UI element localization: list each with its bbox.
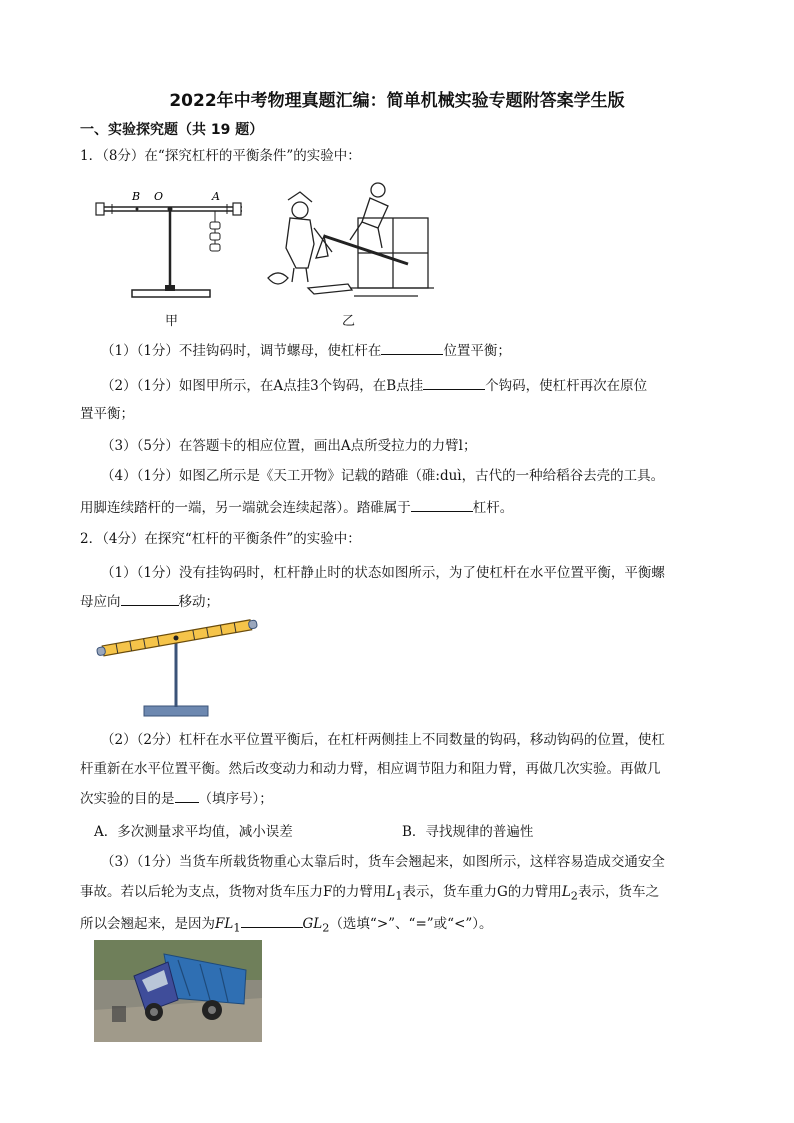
- q2-part2-line2: 杆重新在水平位置平衡。然后改变动力和动力臂，相应调节阻力和阻力臂，再做几次实验。再做几: [80, 761, 661, 777]
- page-title: 2022年中考物理真题汇编：简单机械实验专题附答案学生版: [169, 91, 625, 111]
- q2-part1-line2: 母应向 移动；: [80, 591, 219, 612]
- tread-pestle-illustration: [258, 178, 438, 308]
- answer-blank-5: [175, 788, 199, 803]
- q2-part1-line1: （1）（1分）没有挂钩码时，杠杆静止时的状态如图所示，为了使杠杆在水平位置平衡，平衡螺: [101, 565, 665, 581]
- q1-part4-line2: 用脚连续踏杆的一端，另一端就会连续起落）。踏碓属于 杠杆。: [80, 497, 513, 518]
- option-b: B．寻找规律的普遍性: [402, 824, 534, 840]
- tipped-truck-photo: [94, 940, 262, 1042]
- q2-part3-line3: 所以会翘起来，是因为$FL_1$ $GL_2$（选填“>”、“=”或“<”）。: [80, 913, 493, 939]
- tilted-lever-figure: [96, 614, 266, 720]
- lever-stand-figure: [92, 186, 252, 302]
- q1-part1: （1）（1分）不挂钩码时，调节螺母，使杠杆在 位置平衡；: [101, 340, 511, 361]
- q2-part2-line1: （2）（2分）杠杆在水平位置平衡后，在杠杆两侧挂上不同数量的钩码，移动钩码的位置，使杠: [101, 732, 665, 748]
- answer-blank-4: [121, 591, 179, 606]
- q1-stem: 1．（8分）在“探究杠杆的平衡条件”的实验中：: [80, 148, 361, 164]
- label-a: A: [212, 190, 220, 203]
- section-heading: 一、实验探究题（共 19 题）: [80, 122, 264, 138]
- answer-blank-6: [241, 913, 303, 928]
- q2-part2-line3: 次实验的目的是 （填序号）；: [80, 788, 273, 809]
- fig-caption-a: 甲: [165, 314, 179, 329]
- q1-part2-cont: 置平衡；: [80, 406, 134, 422]
- q1-part2: （2）（1分）如图甲所示，在A点挂3个钩码，在B点挂 个钩码，使杠杆再次在原位: [101, 375, 647, 396]
- option-a: A．多次测量求平均值，减小误差: [94, 824, 293, 840]
- answer-blank-2: [423, 375, 485, 390]
- q2-part3-line1: （3）（1分）当货车所载货物重心太靠后时，货车会翘起来，如图所示，这样容易造成交通安全: [101, 854, 665, 870]
- label-b: B: [132, 190, 141, 203]
- label-o: O: [154, 190, 164, 203]
- q1-part4-line1: （4）（1分）如图乙所示是《天工开物》记载的踏碓（碓:duì，古代的一种给稻谷去壳的工具。: [101, 468, 665, 484]
- q2-stem: 2．（4分）在探究“杠杆的平衡条件”的实验中：: [80, 531, 361, 547]
- fig-caption-b: 乙: [342, 314, 356, 329]
- q2-part3-line2: 事故。若以后轮为支点，货物对货车压力F的力臂用$L_1$表示，货车重力G的力臂用$L_2$表示，货车之: [80, 884, 659, 903]
- answer-blank-1: [381, 340, 443, 355]
- answer-blank-3: [411, 497, 473, 512]
- q1-part3: （3）（5分）在答题卡的相应位置，画出A点所受拉力的力臂l；: [101, 438, 477, 454]
